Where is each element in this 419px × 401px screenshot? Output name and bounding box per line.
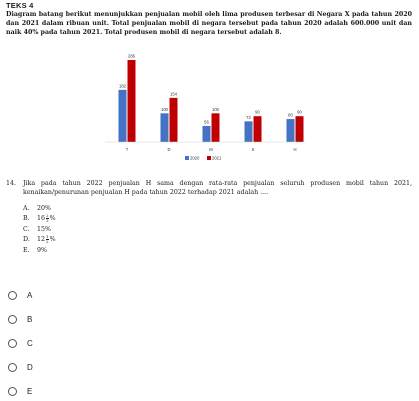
x-tick-label: M: [209, 147, 213, 152]
bar-2021-t: [128, 60, 136, 142]
option-letter: A.: [23, 205, 30, 212]
question-block: [6, 180, 412, 197]
legend-swatch: [207, 156, 211, 160]
option-letter: D.: [23, 236, 30, 243]
x-tick-label: H: [293, 147, 297, 152]
radio-button[interactable]: [8, 387, 17, 396]
option-value: 20%: [37, 205, 51, 212]
option-whole: 12: [37, 236, 46, 243]
option-suffix: %: [49, 236, 56, 243]
data-label: 182: [119, 83, 126, 89]
bar-2021-m: [212, 113, 220, 142]
choice-label: D: [27, 363, 33, 372]
option-letter: C.: [23, 226, 30, 233]
choice-label: B: [27, 315, 33, 324]
data-label: 100: [161, 106, 168, 112]
choice-label: C: [27, 339, 33, 348]
option-d: [23, 235, 56, 244]
bar-2020-t: [119, 90, 127, 142]
x-tick-label: T: [125, 147, 129, 152]
data-label: 72: [246, 114, 251, 120]
data-label: 100: [212, 106, 219, 112]
answer-choice-c[interactable]: [8, 339, 33, 348]
bar-chart: [105, 54, 315, 164]
option-c: [23, 226, 51, 233]
legend-swatch: [185, 156, 189, 160]
bar-2021-s: [254, 116, 262, 142]
question-number: 14.: [6, 180, 17, 187]
page-title: TEKS 4: [6, 1, 34, 10]
legend-label: 2021: [212, 155, 222, 161]
radio-button[interactable]: [8, 315, 17, 324]
option-letter: B.: [23, 215, 30, 222]
option-value: 9%: [37, 247, 47, 254]
bar-2020-m: [203, 126, 211, 142]
option-letter: E.: [23, 247, 30, 254]
bar-2020-h: [287, 119, 295, 142]
option-a: [23, 205, 51, 212]
data-label: 80: [288, 112, 293, 118]
answer-choice-b[interactable]: [8, 315, 32, 324]
answer-choice-d[interactable]: [8, 363, 33, 372]
fraction-denominator: 3: [46, 218, 49, 223]
option-suffix: %: [49, 215, 56, 222]
radio-button[interactable]: [8, 291, 17, 300]
bar-chart-svg: [105, 54, 315, 164]
bar-2021-h: [296, 116, 304, 142]
option-value: 15%: [37, 226, 51, 233]
data-label: 90: [297, 109, 302, 115]
bar-2021-d: [170, 98, 178, 142]
radio-button[interactable]: [8, 339, 17, 348]
radio-button[interactable]: [8, 363, 17, 372]
fraction-numerator: 2: [46, 213, 49, 218]
question-text: Jika pada tahun 2022 penjualan H sama dengan rata-rata penjualan seluruh produsen mobil tahun 2021, kenaikan/penurunan penjualan H pada tahun 2022 terhadap 2021 adalah ....: [23, 180, 412, 196]
choice-label: E: [27, 387, 33, 396]
x-tick-label: D: [167, 147, 171, 152]
option-fraction: [46, 235, 49, 244]
choice-label: A: [27, 291, 33, 300]
data-label: 90: [255, 109, 260, 115]
option-fraction: [46, 214, 49, 223]
bar-2020-s: [245, 121, 253, 142]
fraction-numerator: 1: [46, 234, 49, 239]
answer-choice-a[interactable]: [8, 291, 32, 300]
x-tick-label: S: [251, 147, 255, 152]
passage-text: Diagram batang berikut menunjukkan penjualan mobil oleh lima produsen terbesar di Negara X pada tahun 2020 dan 2021 dalam ribuan unit. Total penjualan mobil di negara tersebut pada tahun 2020 adalah 600.000 unit dan naik 40% pada tahun 2021. Total produsen mobil di negara tersebut adalah 8.: [6, 11, 412, 36]
answer-choice-e[interactable]: [8, 387, 32, 396]
data-label: 154: [170, 91, 177, 97]
option-b: [23, 214, 56, 223]
data-label: 56: [204, 119, 209, 125]
fraction-denominator: 2: [46, 239, 49, 244]
bar-2020-d: [161, 113, 169, 142]
data-label: 286: [128, 53, 135, 59]
option-e: [23, 247, 47, 254]
option-whole: 16: [37, 215, 46, 222]
legend-label: 2020: [190, 155, 200, 161]
